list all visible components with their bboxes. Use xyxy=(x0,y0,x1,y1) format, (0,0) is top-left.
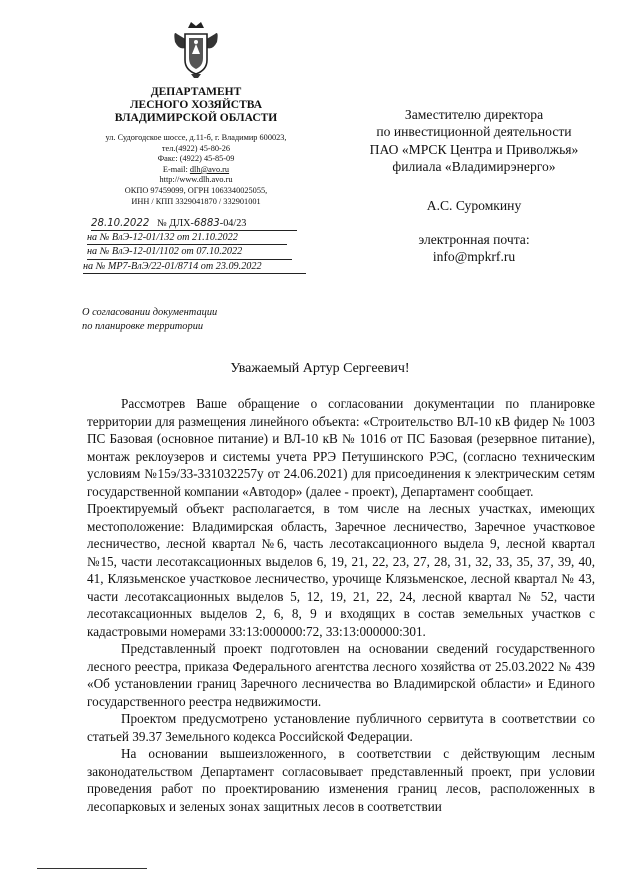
addressee-block xyxy=(345,106,603,266)
department-line-1: ДЕПАРТАМЕНТ xyxy=(150,86,242,98)
paragraph-4: Проектом предусмотрено установление публичного сервитута в соответствии со статьей 39.37 Земельного кодекса Российской Федерации. xyxy=(87,711,595,744)
department-name xyxy=(110,86,282,125)
paragraph-5: На основании вышеизложенного, в соответствии с действующим лесным законодательством Департамент согласовывает представленный проект, при условии проведения работ по проектированию изменения границ лесов, расположенных в лесопарковых и зеленых зонах защитных лесов в соответствии xyxy=(87,746,595,814)
phone: тел.(4922) 45-80-26 xyxy=(161,143,231,153)
registration-block xyxy=(83,217,317,274)
addressee-line-4: филиала «Владимирэнерго» xyxy=(392,159,556,175)
address: ул. Судогодское шоссе, д.11-б, г. Владимир 600023, xyxy=(105,133,287,142)
email-link[interactable]: dlh@avo.ru xyxy=(189,164,230,174)
department-line-2: ЛЕСНОГО ХОЗЯЙСТВА xyxy=(129,99,263,111)
registration-number-row xyxy=(91,217,297,231)
addressee-line-3: ПАО «МРСК Центра и Приволжья» xyxy=(369,141,579,157)
okpo: ОКПО 97459099, ОГРН 1063340025055, xyxy=(124,185,268,195)
email-row xyxy=(86,165,306,176)
letter-body xyxy=(87,395,595,815)
website-link[interactable]: http://www.dlh.avo.ru xyxy=(159,175,233,185)
paragraph-1: Рассмотрев Ваше обращение о согласовании документации по планировке территории для размещения линейного объекта: «Строительство ВЛ-10 кВ фидер № 1003 ПС Базовая (основное питание) и ВЛ-10 кВ № 1016 от ПС Базовая (резервное питание), монтаж реклоузеров и системы учета РРЭ Петушинского РЭС, (согласно техническим условиям №15э/33-331032257у от 24.06.2021) для присоединения к электрическим сетям государственной компании «Автодор» (далее - проект), Департамент сообщает. xyxy=(87,396,595,499)
reference-3: на № МР7-ВлЭ/22-01/8714 от 23.09.2022 xyxy=(83,260,306,274)
fax: Факс: (4922) 45-85-09 xyxy=(157,154,235,164)
handwritten-date: 28.10.2022 xyxy=(91,218,150,229)
number-suffix: -04/23 xyxy=(219,218,247,229)
inn: ИНН / КПП 3329041870 / 332901001 xyxy=(131,196,261,206)
subject-line-2: по планировке территории xyxy=(82,321,204,332)
addressee-line-1: Заместителю директора xyxy=(404,107,544,122)
letter-subject xyxy=(82,306,217,334)
handwritten-number: 6883 xyxy=(193,218,220,229)
email-label: E-mail: xyxy=(162,164,188,174)
reference-1: на № ВлЭ-12-01/132 от 21.10.2022 xyxy=(87,231,287,245)
greeting: Уважаемый Артур Сергеевич! xyxy=(230,361,410,376)
department-contacts xyxy=(86,133,306,207)
paragraph-3: Представленный проект подготовлен на основании сведений государственного лесного реестра, приказа Федерального агентства лесного хозяйства от 25.03.2022 № 439 «Об установлении границ Заречного лесничества во Владимирской области» и Единого государственного реестра недвижимости. xyxy=(87,641,595,709)
addressee-email-label: электронная почта: xyxy=(418,232,530,248)
addressee-line-2: по инвестиционной деятельности xyxy=(376,124,572,140)
addressee-name: А.С. Суромкину xyxy=(426,197,522,213)
number-prefix: № ДЛХ- xyxy=(156,218,194,229)
department-line-3: ВЛАДИМИРСКОЙ ОБЛАСТИ xyxy=(114,112,278,124)
footnote-divider xyxy=(37,868,147,869)
reference-2: на № ВлЭ-12-01/1102 от 07.10.2022 xyxy=(87,245,292,259)
subject-line-1: О согласовании документации xyxy=(82,307,218,318)
addressee-email[interactable]: info@mpkrf.ru xyxy=(432,249,516,265)
paragraph-2: Проектируемый объект располагается, в том числе на лесных участках, имеющих местоположение: Владимирская область, Заречное лесничество, Заречное участковое лесничество, лесной квартал №6, часть лесотаксационного выдела 9, лесной квартал №15, части лесотаксационных выделов 6, 19, 21, 22, 23, 27, 28, 31, 32, 33, 35, 37, 39, 40, 41, Клязьменское участковое лесничество, урочище Клязьменское, лесной квартал № 43, части лесотаксационных выделов 5, 12, 19, 21, 22, 24, лесной квартал № 52, части лесотаксационных выделов 2, 6, 8, 9 и входящих в состав земельных участков с кадастровыми номерами 33:13:000000:72, 33:13:000000:301. xyxy=(87,501,595,639)
coat-of-arms-icon xyxy=(171,20,221,80)
